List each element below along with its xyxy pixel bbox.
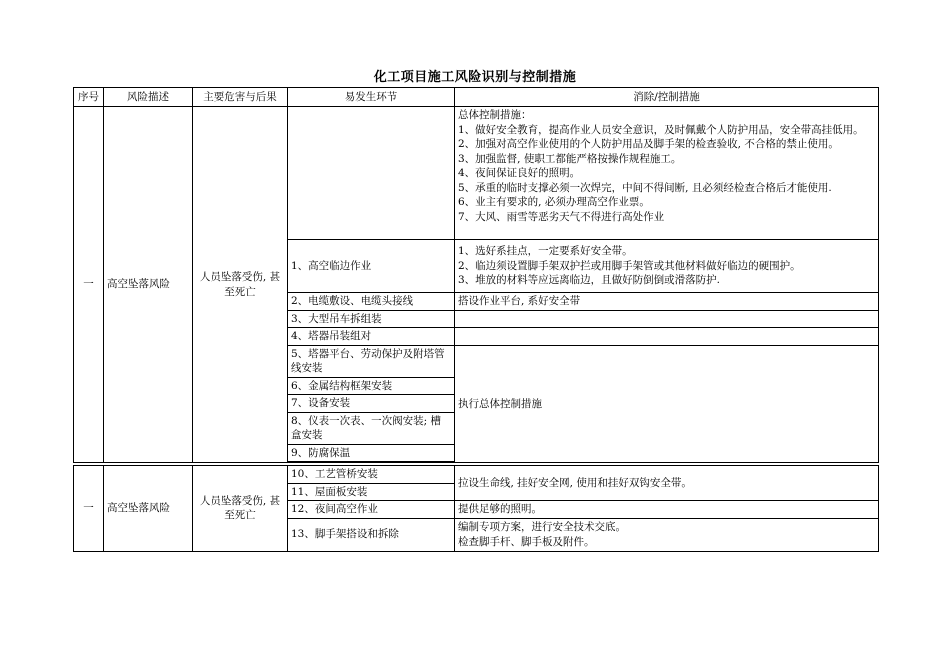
measure-cell: 拉设生命线, 挂好安全网, 使用和挂好双钩安全带。 [455, 466, 879, 501]
harm-cell: 人员坠落受伤, 甚至死亡 [193, 466, 288, 552]
header-stage: 易发生环节 [288, 88, 455, 107]
risk-cell: 高空坠落风险 [104, 107, 193, 463]
stage-cell: 4、塔器吊装组对 [288, 328, 455, 346]
stage-cell: 6、金属结构框架安装 [288, 377, 455, 395]
table-row [74, 107, 879, 240]
general-measures-cell: 总体控制措施： 1、做好安全教育，提高作业人员安全意识，及时佩戴个人防护用品，安全带高挂低用。 2、加强对高空作业使用的个人防护用品及脚手架的检查验收, 不合格的禁止使用。 3、加强监督, 使职工都能严格按操作规程施工。 4、夜间保证良好的照明。 5、承重的临时支撑必须一次焊完，中间不得间断, 且必须经检查合格后才能使用. 6、业主有要求的, 必须办理高空作业票。 7、大风、雨雪等恶劣天气不得进行高处作业 [455, 107, 879, 240]
stage-cell: 5、塔器平台、劳动保护及附塔管线安装 [288, 345, 455, 377]
stage-cell: 8、仪表一次表、一次阀安装; 槽盒安装 [288, 412, 455, 444]
harm-cell: 人员坠落受伤, 甚至死亡 [193, 107, 288, 463]
stage-cell: 11、屋面板安装 [288, 483, 455, 501]
header-risk: 风险描述 [104, 88, 193, 107]
stage-cell: 2、电缆敷设、电缆头接线 [288, 293, 455, 311]
stage-cell: 13、脚手架搭设和拆除 [288, 518, 455, 551]
measure-cell [455, 310, 879, 328]
measure-cell: 编制专项方案，进行安全技术交底。 检查脚手杆、脚手板及附件。 [455, 518, 879, 551]
measure-cell: 提供足够的照明。 [455, 501, 879, 519]
header-row [74, 88, 879, 107]
stage-cell: 10、工艺管桥安装 [288, 466, 455, 484]
stage-cell: 7、设备安装 [288, 395, 455, 413]
header-seq: 序号 [74, 88, 104, 107]
document-title: 化工项目施工风险识别与控制措施 [373, 70, 577, 85]
seq-cell: 一 [74, 466, 104, 552]
measure-cell [455, 328, 879, 346]
stage-cell-empty [288, 107, 455, 240]
measure-cell: 1、选好系挂点，一定要系好安全带。 2、临边须设置脚手架双护拦或用脚手架管或其他材料做好临边的硬围护。 3、堆放的材料等应远离临边，且做好防倒倒或滑落防护. [455, 240, 879, 293]
stage-cell: 1、高空临边作业 [288, 240, 455, 293]
header-harm: 主要危害与后果 [193, 88, 288, 107]
measure-cell: 执行总体控制措施 [455, 345, 879, 463]
table-row [74, 466, 879, 484]
stage-cell: 9、防腐保温 [288, 444, 455, 462]
risk-cell: 高空坠落风险 [104, 466, 193, 552]
header-measures: 消除/控制措施 [455, 88, 879, 107]
stage-cell: 12、夜间高空作业 [288, 501, 455, 519]
measure-cell: 搭设作业平台, 系好安全带 [455, 293, 879, 311]
seq-cell: 一 [74, 107, 104, 463]
risk-table [73, 87, 879, 552]
stage-cell: 3、大型吊车拆组装 [288, 310, 455, 328]
